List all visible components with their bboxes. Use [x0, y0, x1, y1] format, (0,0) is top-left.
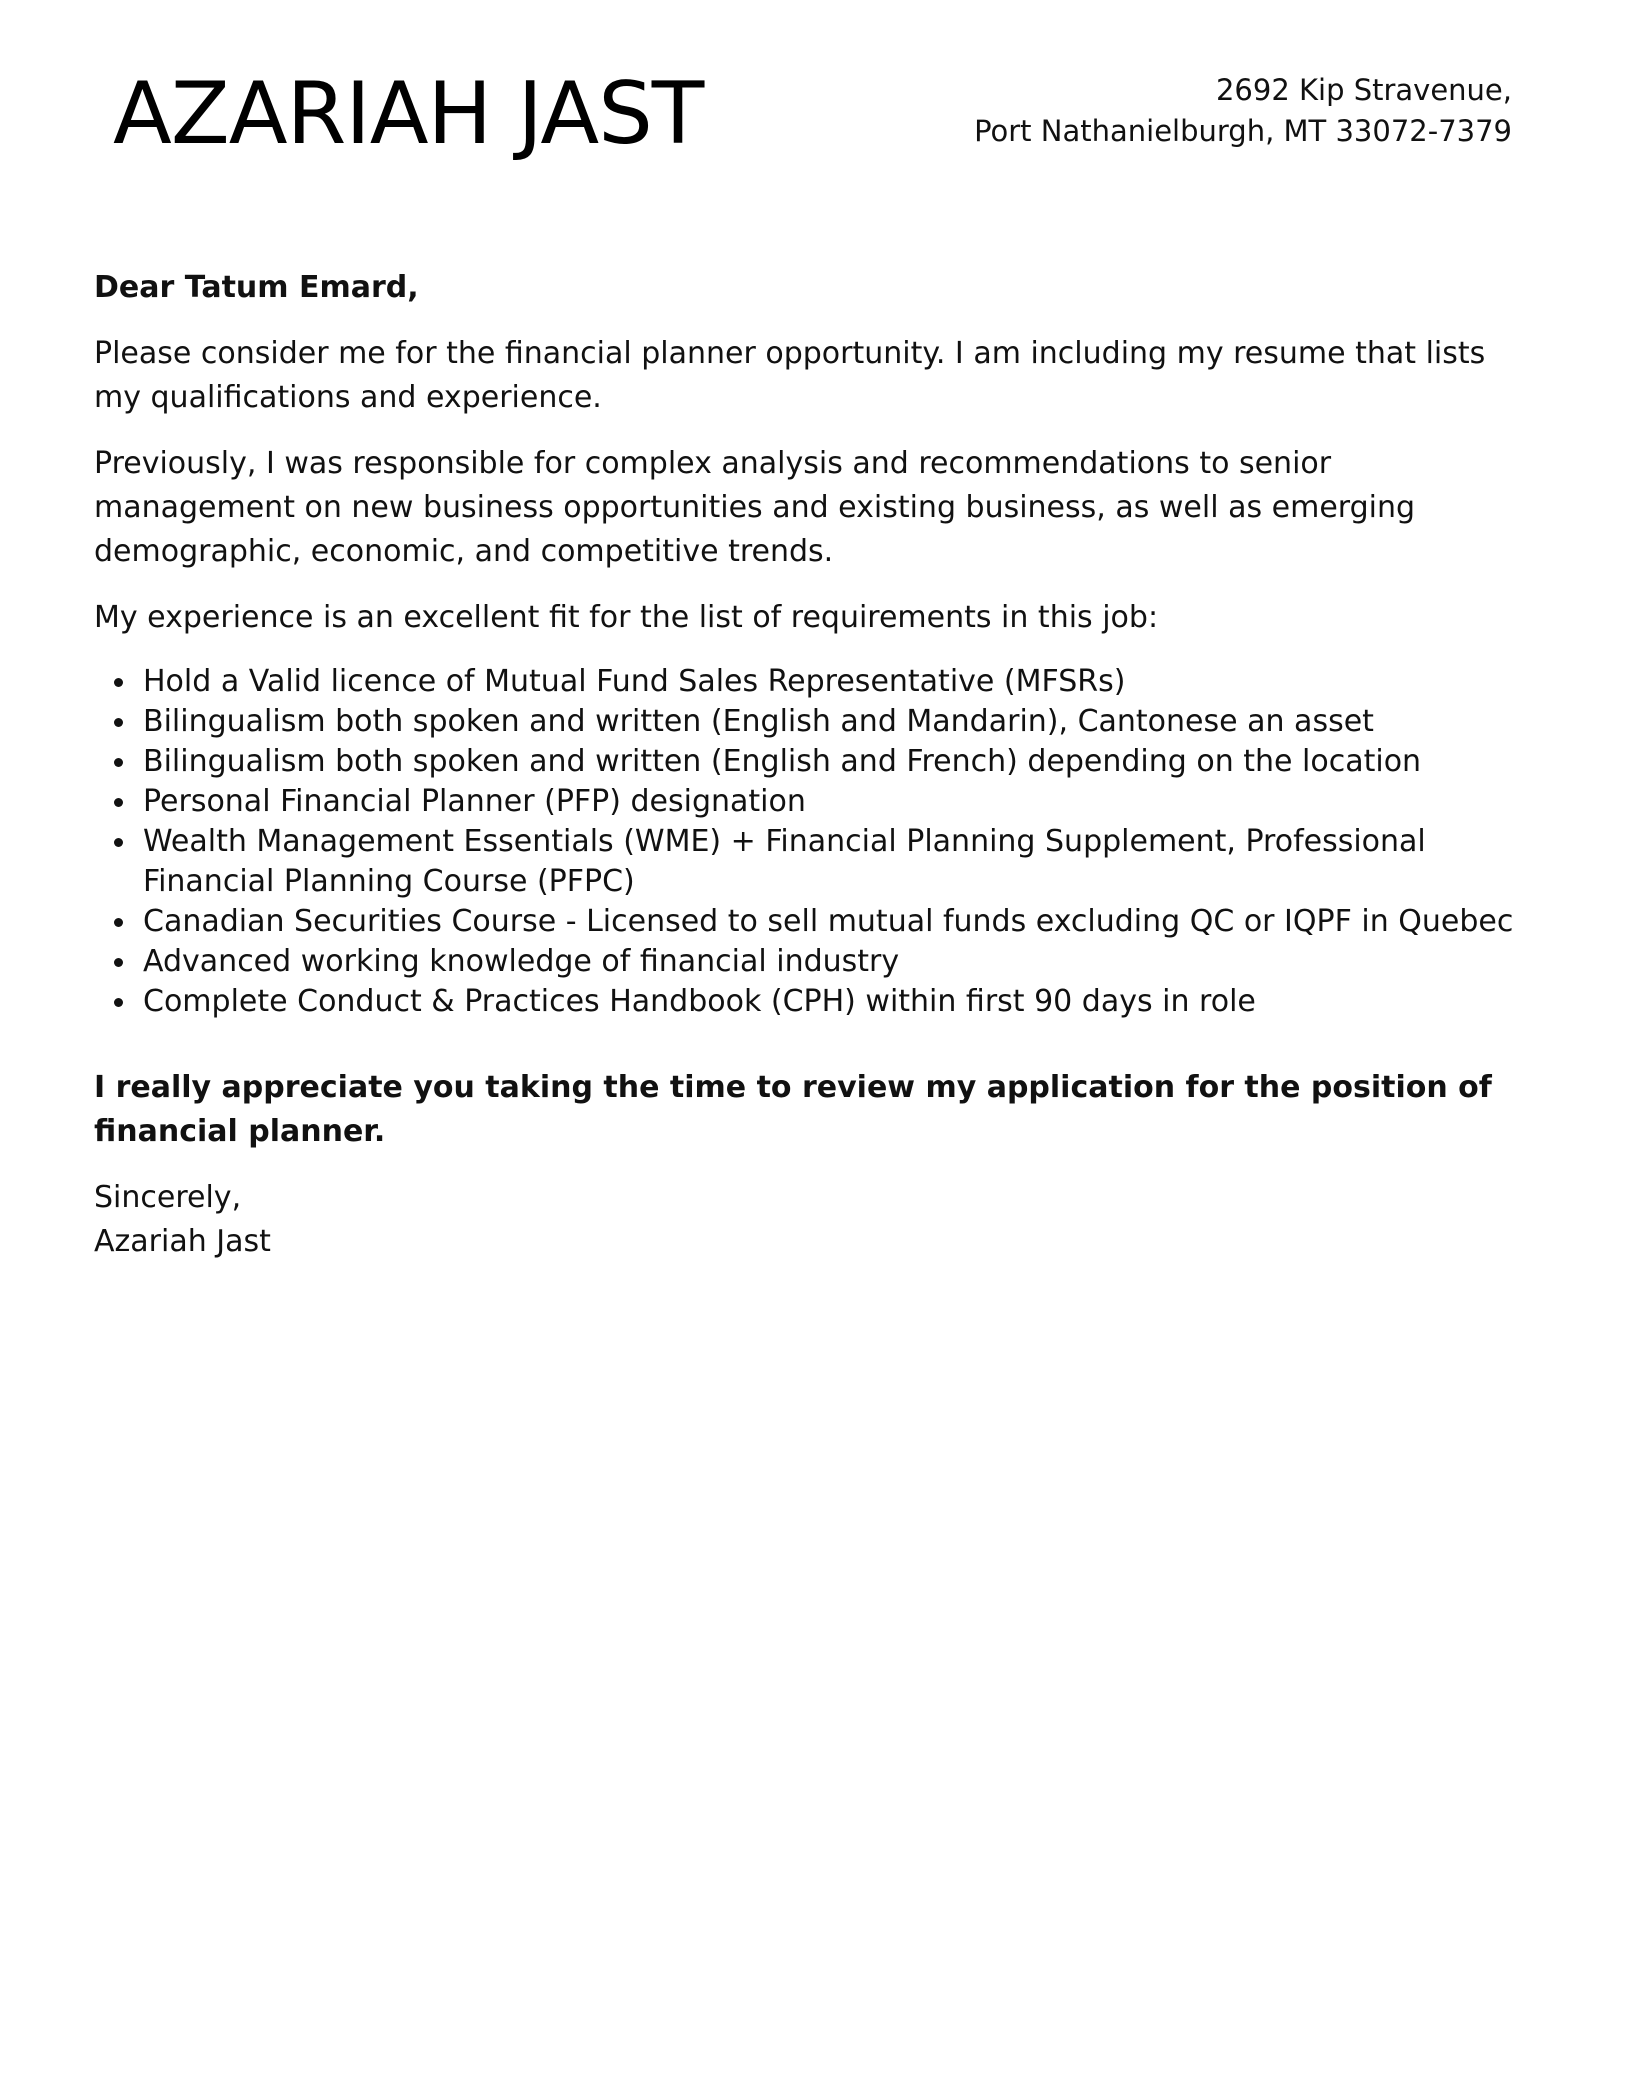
requirements-list [94, 662, 1534, 1022]
list-item [94, 942, 1534, 982]
list-item-text: Canadian Securities Course - Licensed to sell mutual funds excluding QC or IQPF in Quebec [143, 904, 1514, 939]
list-item [94, 702, 1534, 742]
list-item-text: Personal Financial Planner (PFP) designation [143, 784, 806, 819]
letter-body [94, 266, 1534, 1264]
list-item-text: Bilingualism both spoken and written (English and French) depending on the location [143, 744, 1422, 779]
bullet-icon [114, 958, 123, 967]
signoff-block [94, 1176, 1534, 1264]
applicant-name: AZARIAH JAST [113, 64, 704, 164]
list-item [94, 662, 1534, 702]
list-item [94, 982, 1534, 1022]
bullet-icon [114, 918, 123, 927]
bullet-icon [114, 798, 123, 807]
list-item [94, 902, 1534, 942]
bullet-icon [114, 838, 123, 847]
address-line-2: Port Nathanielburgh, MT 33072-7379 [974, 114, 1512, 148]
address-line-1: 2692 Kip Stravenue, [1215, 73, 1512, 107]
letter-header [0, 0, 1632, 180]
list-item [94, 782, 1534, 822]
list-item-text: Complete Conduct & Practices Handbook (CPH) within first 90 days in role [143, 984, 1256, 1019]
signature-name: Azariah Jast [94, 1224, 271, 1259]
bullet-icon [114, 758, 123, 767]
bullet-icon [114, 718, 123, 727]
list-item [94, 822, 1534, 902]
list-item-text: Wealth Management Essentials (WME) + Financial Planning Supplement, Professional Financial Planning Course (PFPC) [143, 824, 1426, 899]
intro-paragraph: Please consider me for the financial planner opportunity. I am including my resume that lists my qualifications and experience. [94, 336, 1486, 415]
list-item [94, 742, 1534, 782]
signoff: Sincerely, [94, 1180, 242, 1215]
applicant-address [974, 70, 1512, 152]
requirements-intro: My experience is an excellent fit for the list of requirements in this job: [94, 600, 1159, 635]
closing-statement: I really appreciate you taking the time to review my application for the position of financial planner. [94, 1070, 1492, 1149]
list-item-text: Bilingualism both spoken and written (English and Mandarin), Cantonese an asset [143, 704, 1374, 739]
list-item-text: Advanced working knowledge of financial industry [143, 944, 900, 979]
bullet-icon [114, 678, 123, 687]
list-item-text: Hold a Valid licence of Mutual Fund Sales Representative (MFSRs) [143, 664, 1126, 699]
bullet-icon [114, 998, 123, 1007]
greeting: Dear Tatum Emard, [94, 270, 419, 305]
experience-paragraph: Previously, I was responsible for complex analysis and recommendations to senior management on new business opportunities and existing business, as well as emerging demographic, economic, and competitive trends. [94, 446, 1416, 569]
